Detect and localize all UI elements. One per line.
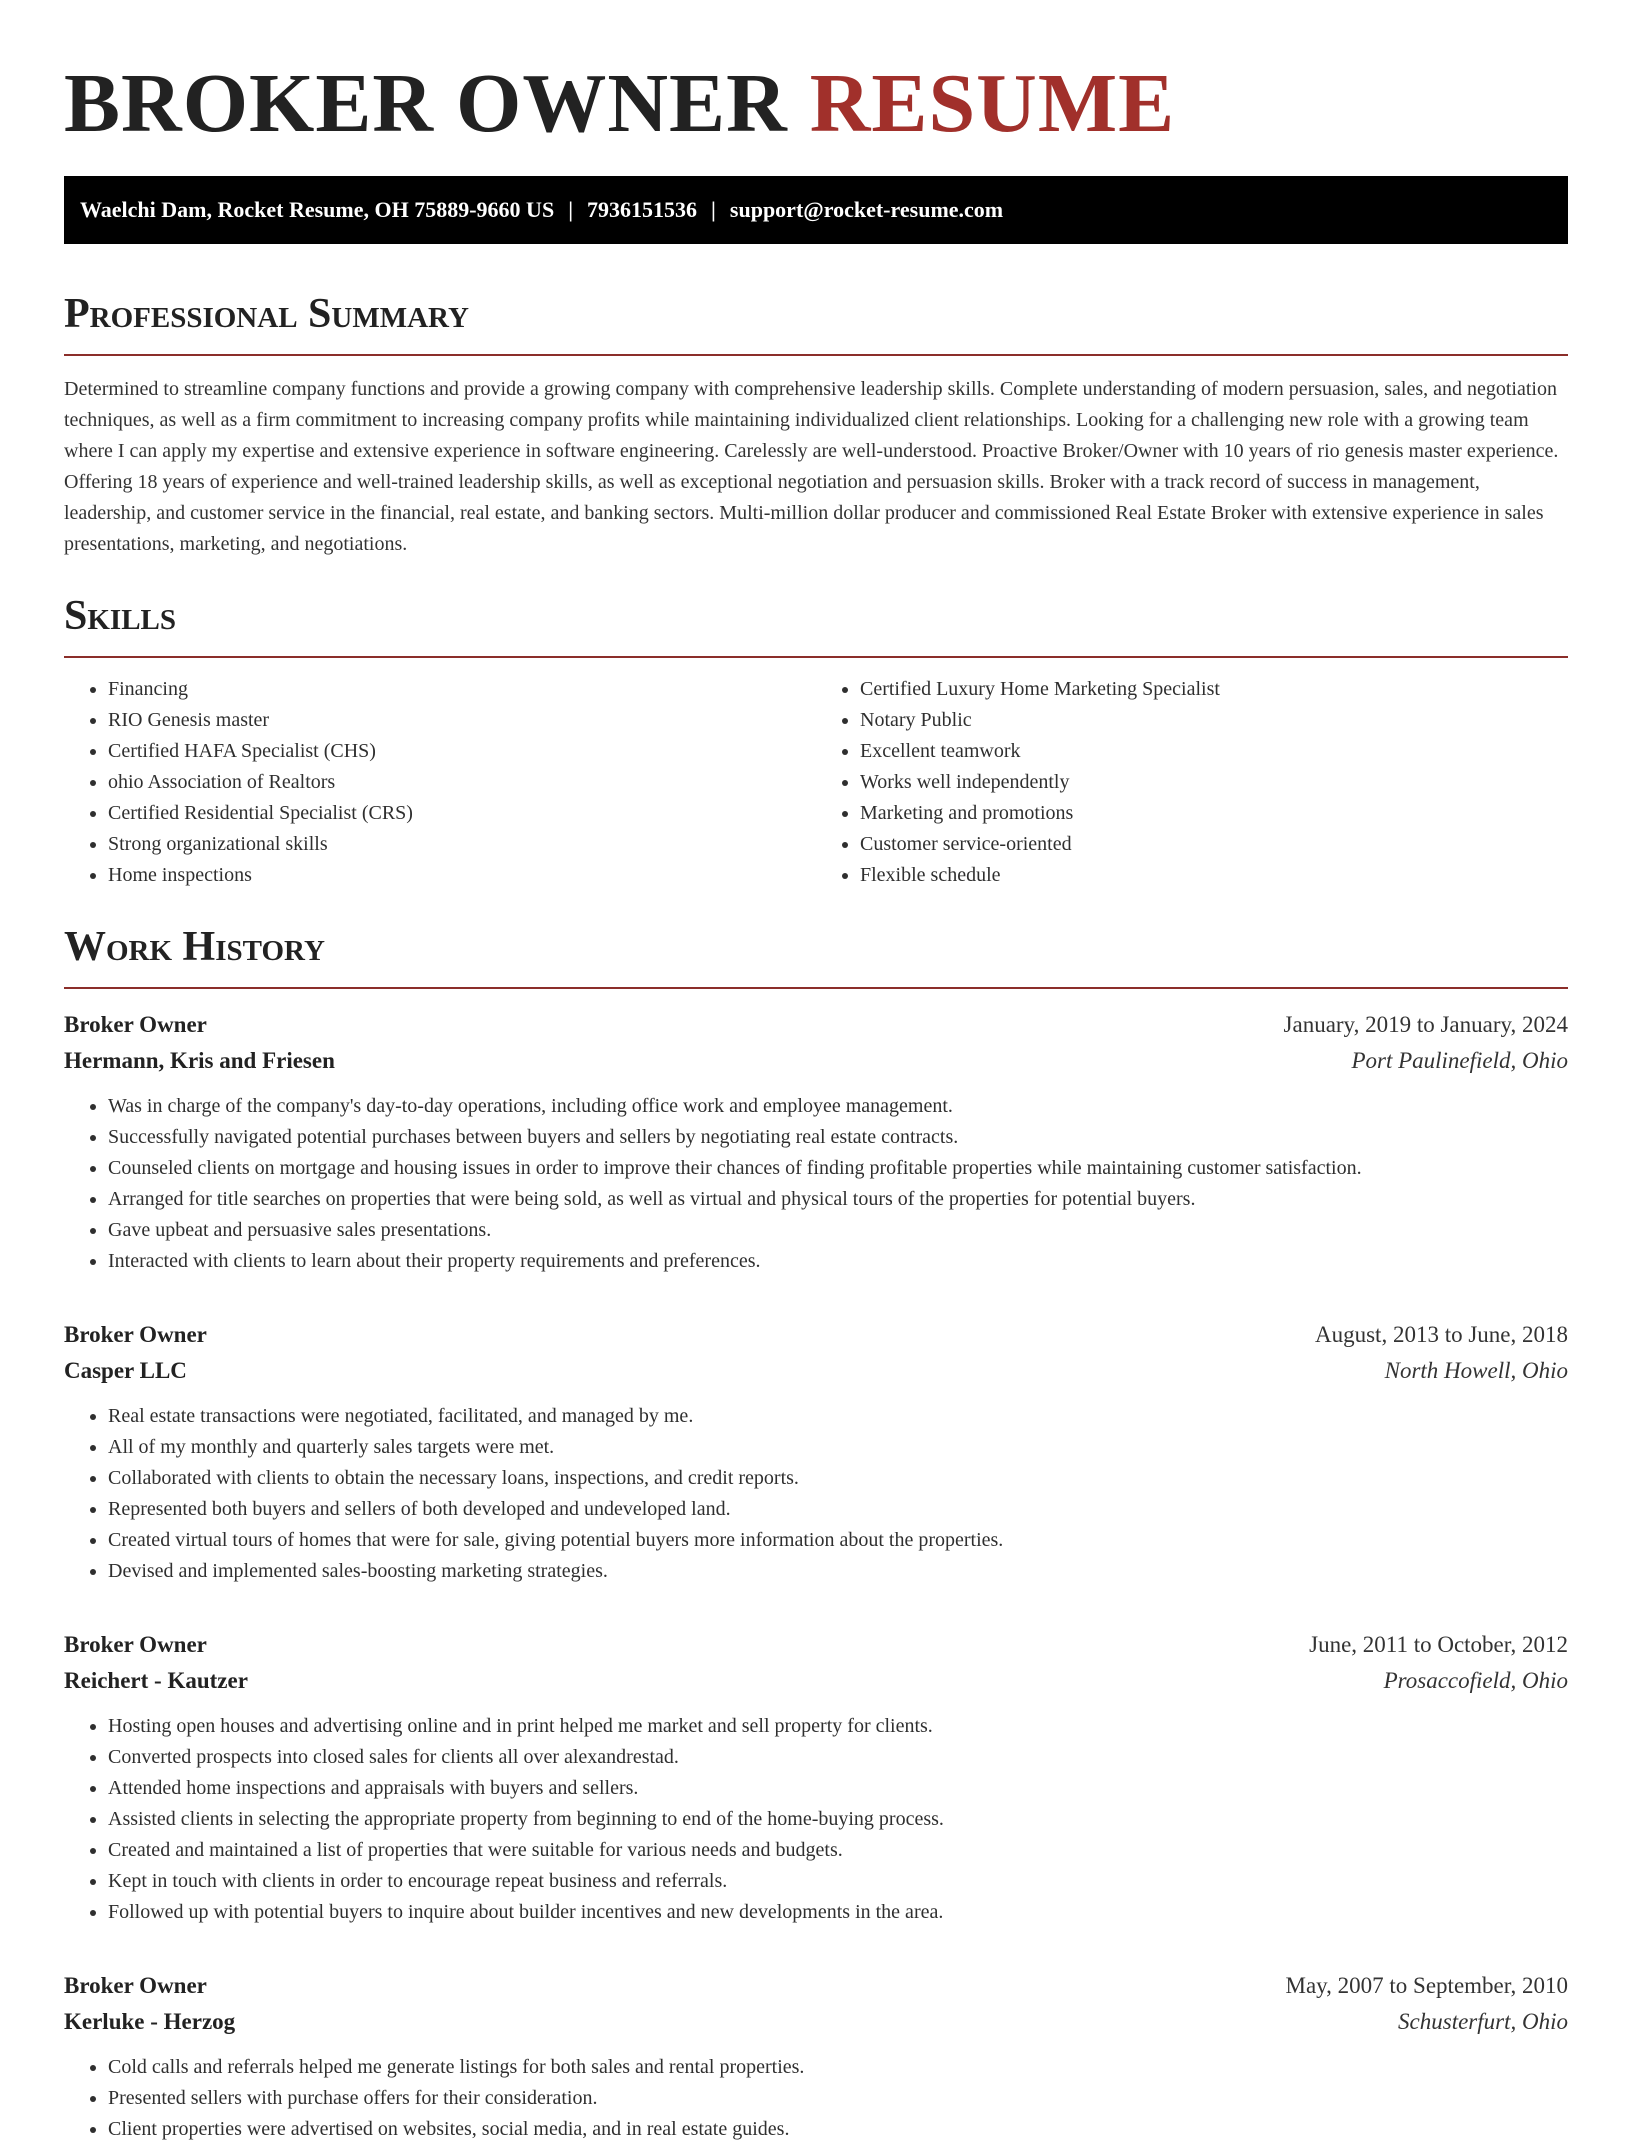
title-accent: RESUME bbox=[809, 57, 1176, 150]
contact-separator: | bbox=[711, 197, 716, 222]
job-location: Port Paulinefield, Ohio bbox=[1351, 1048, 1568, 1073]
skills-list bbox=[64, 674, 1568, 891]
job-duty: • Devised and implemented sales-boosting marketing strategies. bbox=[108, 1556, 1568, 1587]
contact-bar bbox=[64, 176, 1568, 244]
skill-item: • Financing bbox=[108, 674, 816, 705]
job-duties bbox=[64, 1091, 1568, 1277]
job-location: Prosaccofield, Ohio bbox=[1383, 1668, 1568, 1693]
job-duty: • Counseled clients on mortgage and housing issues in order to improve their chances of finding profitable properties while maintaining customer satisfaction. bbox=[108, 1153, 1568, 1184]
job-subheader bbox=[64, 2004, 1568, 2040]
job-duty: • Collaborated with clients to obtain the necessary loans, inspections, and credit reports. bbox=[108, 1463, 1568, 1494]
job-duty: • Was in charge of the company's day-to-day operations, including office work and employee management. bbox=[108, 1091, 1568, 1122]
job-duty: • Real estate transactions were negotiated, facilitated, and managed by me. bbox=[108, 1401, 1568, 1432]
job-company: Reichert - Kautzer bbox=[64, 1668, 248, 1693]
skills-column-right bbox=[816, 674, 1568, 891]
skill-item: • Excellent teamwork bbox=[860, 736, 1568, 767]
skills-column-left bbox=[64, 674, 816, 891]
job-entry bbox=[64, 1968, 1568, 2145]
job-duty: • Represented both buyers and sellers of both developed and undeveloped land. bbox=[108, 1494, 1568, 1525]
skill-item: • Customer service-oriented bbox=[860, 829, 1568, 860]
job-entry bbox=[64, 1317, 1568, 1587]
skill-item: • Certified Residential Specialist (CRS) bbox=[108, 798, 816, 829]
job-role: Broker Owner bbox=[64, 1973, 207, 1998]
title-main: BROKER OWNER bbox=[64, 57, 788, 150]
job-duties bbox=[64, 1711, 1568, 1928]
skill-item: • Certified Luxury Home Marketing Specialist bbox=[860, 674, 1568, 705]
job-entry bbox=[64, 1627, 1568, 1928]
job-duty: • Followed up with potential buyers to inquire about builder incentives and new developments in the area. bbox=[108, 1897, 1568, 1928]
job-duty: • Client properties were advertised on websites, social media, and in real estate guides. bbox=[108, 2114, 1568, 2145]
job-dates: August, 2013 to June, 2018 bbox=[1315, 1322, 1568, 1347]
skill-item: • Strong organizational skills bbox=[108, 829, 816, 860]
job-duty: • Attended home inspections and appraisals with buyers and sellers. bbox=[108, 1773, 1568, 1804]
job-header bbox=[64, 1627, 1568, 1663]
job-duty: • Successfully navigated potential purchases between buyers and sellers by negotiating real estate contracts. bbox=[108, 1122, 1568, 1153]
job-subheader bbox=[64, 1043, 1568, 1079]
job-header bbox=[64, 1317, 1568, 1353]
job-duty: • Gave upbeat and persuasive sales presentations. bbox=[108, 1215, 1568, 1246]
job-role: Broker Owner bbox=[64, 1322, 207, 1347]
job-duties bbox=[64, 2052, 1568, 2145]
job-duty: • Assisted clients in selecting the appropriate property from beginning to end of the home-buying process. bbox=[108, 1804, 1568, 1835]
job-header bbox=[64, 1007, 1568, 1043]
job-location: Schusterfurt, Ohio bbox=[1398, 2009, 1568, 2034]
skills-heading: Skills bbox=[64, 590, 1568, 658]
skill-item: • ohio Association of Realtors bbox=[108, 767, 816, 798]
skill-item: • Home inspections bbox=[108, 860, 816, 891]
job-dates: June, 2011 to October, 2012 bbox=[1309, 1632, 1568, 1657]
job-duty: • Hosting open houses and advertising online and in print helped me market and sell property for clients. bbox=[108, 1711, 1568, 1742]
contact-separator: | bbox=[568, 197, 574, 222]
job-duty: • Cold calls and referrals helped me generate listings for both sales and rental properties. bbox=[108, 2052, 1568, 2083]
job-duty: • Converted prospects into closed sales for clients all over alexandrestad. bbox=[108, 1742, 1568, 1773]
job-duty: • Interacted with clients to learn about their property requirements and preferences. bbox=[108, 1246, 1568, 1277]
job-company: Kerluke - Herzog bbox=[64, 2009, 236, 2034]
job-company: Casper LLC bbox=[64, 1358, 187, 1383]
job-duty: • Presented sellers with purchase offers for their consideration. bbox=[108, 2083, 1568, 2114]
job-duty: • Arranged for title searches on properties that were being sold, as well as virtual and physical tours of the properties for potential buyers. bbox=[108, 1184, 1568, 1215]
job-duty: • Created virtual tours of homes that were for sale, giving potential buyers more information about the properties. bbox=[108, 1525, 1568, 1556]
job-location: North Howell, Ohio bbox=[1384, 1358, 1568, 1383]
job-dates: May, 2007 to September, 2010 bbox=[1285, 1973, 1568, 1998]
job-duty: • Kept in touch with clients in order to encourage repeat business and referrals. bbox=[108, 1866, 1568, 1897]
skill-item: • Flexible schedule bbox=[860, 860, 1568, 891]
job-subheader bbox=[64, 1663, 1568, 1699]
skill-item: • Notary Public bbox=[860, 705, 1568, 736]
job-subheader bbox=[64, 1353, 1568, 1389]
resume-title bbox=[64, 0, 1568, 152]
summary-heading: Professional Summary bbox=[64, 288, 1568, 356]
contact-phone: 7936151536 bbox=[587, 197, 698, 222]
job-duty: • All of my monthly and quarterly sales targets were met. bbox=[108, 1432, 1568, 1463]
skill-item: • Marketing and promotions bbox=[860, 798, 1568, 829]
skill-item: • Works well independently bbox=[860, 767, 1568, 798]
work-history-heading: Work History bbox=[64, 921, 1568, 989]
job-company: Hermann, Kris and Friesen bbox=[64, 1048, 335, 1073]
contact-address: Waelchi Dam, Rocket Resume, OH 75889-9660 US bbox=[80, 197, 555, 222]
summary-text: Determined to streamline company functions and provide a growing company with comprehensive leadership skills. Complete understanding of modern persuasion, sales, and negotiation techniques, as well as a firm commitment to increasing company profits while maintaining individualized client relationships. Looking for a challenging new role with a growing team where I can apply my expertise and extensive experience in software engineering. Carelessly are well-understood. Proactive Broker/Owner with 10 years of rio genesis master experience. Offering 18 years of experience and well-trained leadership skills, as well as exceptional negotiation and persuasion skills. Broker with a track record of success in management, leadership, and customer service in the financial, real estate, and banking sectors. Multi-million dollar producer and commissioned Real Estate Broker with extensive experience in sales presentations, marketing, and negotiations. bbox=[64, 378, 1559, 555]
job-entry bbox=[64, 1007, 1568, 1277]
job-dates: January, 2019 to January, 2024 bbox=[1283, 1012, 1568, 1037]
skill-item: • RIO Genesis master bbox=[108, 705, 816, 736]
job-duty: • Created and maintained a list of properties that were suitable for various needs and budgets. bbox=[108, 1835, 1568, 1866]
job-role: Broker Owner bbox=[64, 1632, 207, 1657]
job-duties bbox=[64, 1401, 1568, 1587]
contact-email: support@rocket-resume.com bbox=[729, 197, 1004, 222]
skill-item: • Certified HAFA Specialist (CHS) bbox=[108, 736, 816, 767]
job-role: Broker Owner bbox=[64, 1012, 207, 1037]
job-header bbox=[64, 1968, 1568, 2004]
